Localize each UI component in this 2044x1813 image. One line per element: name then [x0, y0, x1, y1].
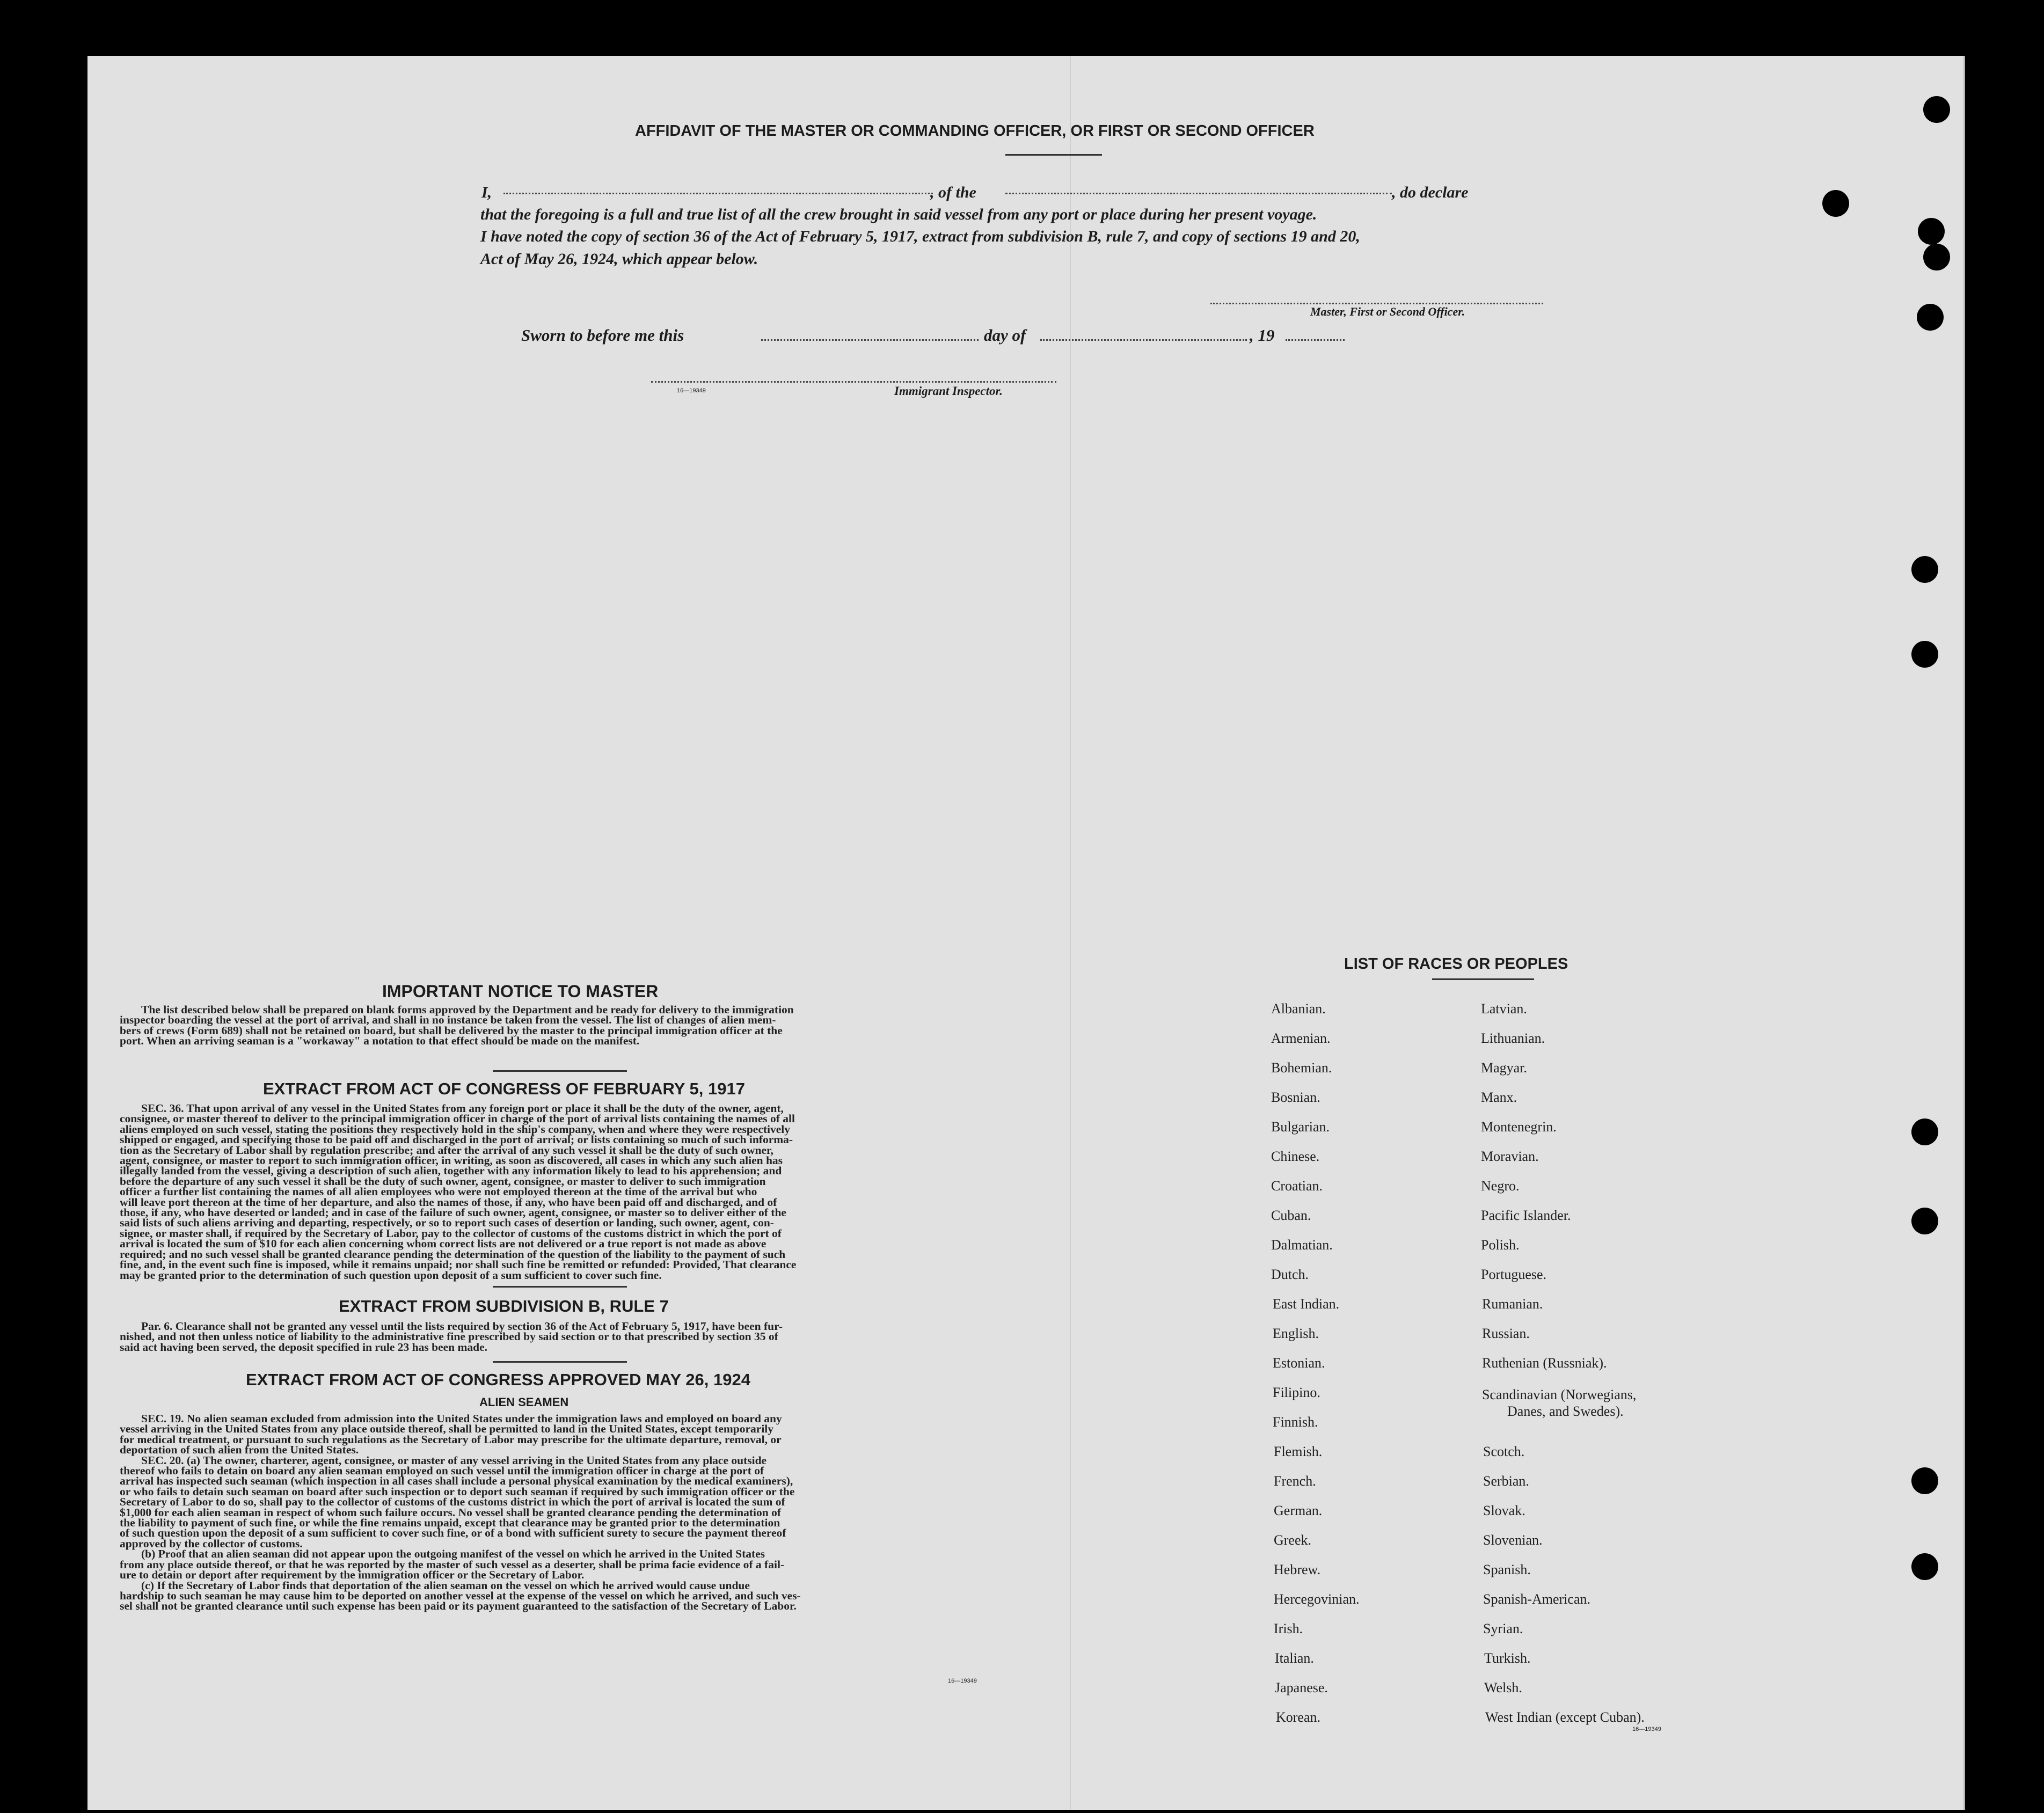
race-left-item: Estonian.: [1273, 1355, 1325, 1371]
race-right-item: Spanish.: [1483, 1562, 1531, 1577]
race-left-item: Flemish.: [1274, 1444, 1323, 1459]
extract-rule7-title: EXTRACT FROM SUBDIVISION B, RULE 7: [339, 1297, 669, 1315]
extract-1924-title: EXTRACT FROM ACT OF CONGRESS APPROVED MAY 26, 1924: [246, 1370, 750, 1389]
master-caption: Master, First or Second Officer.: [1310, 305, 1465, 318]
sworn-month-blank: [1040, 339, 1247, 341]
punch-hole: [1911, 1467, 1938, 1494]
race-right-item: Lithuanian.: [1481, 1030, 1545, 1046]
sworn-year: , 19: [1250, 326, 1275, 345]
race-left-item: French.: [1274, 1473, 1316, 1489]
race-left-item: Dutch.: [1271, 1267, 1309, 1282]
race-right-item: Serbian.: [1483, 1473, 1529, 1489]
affidavit-of-the: , of the: [930, 184, 976, 201]
race-left-item: Greek.: [1274, 1532, 1312, 1548]
inspector-signature-line: [651, 381, 1056, 383]
affidavit-line-4: Act of May 26, 1924, which appear below.: [480, 250, 758, 268]
notice-text: The list described below shall be prepared on blank forms approved by the Department and be ready for delivery to the immigration inspector boarding the vessel at the port of arrival, and shall in no instance be taken from the vessel. The list of changes of alien mem- bers of crews (Form 689) shall not be retained on board, but shall be delivered by the master to the principal immigration officer at the port. When an arriving seaman is a "workaway" a notation to that effect should be made on the manifest.: [120, 1003, 794, 1048]
race-right-item: Scandinavian (Norwegians,: [1482, 1387, 1637, 1402]
punch-hole: [1822, 190, 1849, 217]
race-right-item: Welsh.: [1484, 1680, 1522, 1695]
race-right-item: Slovenian.: [1483, 1532, 1543, 1548]
inspector-caption: Immigrant Inspector.: [894, 384, 1003, 398]
race-right-item: Slovak.: [1483, 1503, 1525, 1518]
race-right-item: Manx.: [1481, 1090, 1517, 1105]
divider: [493, 1070, 627, 1072]
divider: [1432, 978, 1534, 980]
race-right-item: Danes, and Swedes).: [1507, 1403, 1624, 1419]
form-number: 16—19349: [677, 388, 706, 394]
race-left-item: Albanian.: [1271, 1001, 1326, 1017]
race-left-item: Italian.: [1275, 1650, 1314, 1666]
vessel-blank: [1005, 193, 1392, 194]
race-right-item: West Indian (except Cuban).: [1485, 1709, 1645, 1725]
extract-rule7-text: Par. 6. Clearance shall not be granted any vessel until the lists required by section 36 of the Act of February 5, 1917, have been fur- nished, and not then unless notice of liability to the administrative fine prescribed by said section or to that prescribed by section 35 of said act having been served, the deposit specified in rule 23 has been made.: [120, 1320, 783, 1354]
race-right-item: Pacific Islander.: [1481, 1208, 1571, 1223]
race-left-item: Japanese.: [1275, 1680, 1328, 1695]
races-title: LIST OF RACES OR PEOPLES: [1344, 955, 1568, 973]
document-page: [87, 56, 1965, 1810]
race-left-item: Irish.: [1274, 1621, 1303, 1636]
race-right-item: Polish.: [1481, 1237, 1520, 1253]
race-right-item: Latvian.: [1481, 1001, 1527, 1017]
master-signature-line: [1210, 303, 1543, 304]
race-left-item: German.: [1274, 1503, 1323, 1518]
race-left-item: Chinese.: [1271, 1149, 1320, 1164]
race-left-item: East Indian.: [1273, 1296, 1340, 1312]
divider: [1005, 154, 1102, 156]
race-right-item: Magyar.: [1481, 1060, 1527, 1076]
fold-line: [1070, 56, 1071, 1810]
punch-hole: [1917, 304, 1944, 331]
punch-hole: [1923, 96, 1950, 123]
form-number: 16—19349: [948, 1678, 977, 1684]
affidavit-title: AFFIDAVIT OF THE MASTER OR COMMANDING OFFICER, OR FIRST OR SECOND OFFICER: [635, 122, 1315, 140]
punch-hole: [1923, 244, 1950, 271]
race-right-item: Ruthenian (Russniak).: [1482, 1355, 1607, 1371]
sworn-text: Sworn to before me this: [521, 326, 684, 345]
race-left-item: English.: [1273, 1326, 1319, 1341]
name-blank: [503, 193, 933, 194]
punch-hole: [1911, 1208, 1938, 1234]
notice-title: IMPORTANT NOTICE TO MASTER: [382, 982, 659, 1001]
sworn-day-of: day of: [984, 326, 1026, 345]
punch-hole: [1911, 641, 1938, 668]
race-right-item: Montenegrin.: [1481, 1119, 1557, 1135]
race-right-item: Russian.: [1482, 1326, 1530, 1341]
race-right-item: Negro.: [1481, 1178, 1520, 1194]
extract-1924-text: SEC. 19. No alien seaman excluded from admission into the United States under the immigration laws and employed on board any vessel arriving in the United States from any place outside thereof, shall be permitted to land in the United States, except temporarily for medical treatment, or pursuant to such regulations as the Secretary of Labor may prescribe for the ultimate departure, removal, or deportation of such alien from the United States. SEC. 20. (a) The owner, charterer, agent, consignee, or master of any vessel arriving in the United States from any place outside thereof who fails to detain on board any alien seaman employed on such vessel until the immigration officer in charge at the port of arrival has inspected such seaman (which inspection in all cases shall include a personal physical examination by the medical examiners), or who fails to detain such seaman on board after such inspection or to deport such seaman if required by such immigration officer or the Secretary of Labor to do so, shall pay to the collector of customs of the customs district in which the port of arrival is located the sum of $1,000 for each alien seaman in respect of whom such failure occurs. No vessel shall be granted clearance pending the determination of the liability to payment of such fine, or while the fine remains unpaid, except that clearance may be granted prior to the determination of such question upon the deposit of a sum sufficient to cover such fine, or of a bond with sufficient surety to secure the payment thereof approved by the collector of customs. (b) Proof that an alien seaman did not appear upon the outgoing manifest of the vessel on which he arrived in the United States from any place outside thereof, or that he was reported by the master of such vessel as a deserter, shall be prima facie evidence of a fail- ure to detain or deport after requirement by the immigration officer or the Secretary of Labor. (c) If the Secretary of Labor finds that deportation of the alien seaman on the vessel on which he arrived would cause undue hardship to such seaman he may cause him to be deported on another vessel at the expense of the vessel on which he arrived, and such ves- sel shall not be granted clearance until such expense has been paid or its payment guaranteed to the satisfaction of the Secretary of Labor.: [120, 1412, 801, 1613]
race-left-item: Hebrew.: [1274, 1562, 1321, 1577]
race-right-item: Syrian.: [1483, 1621, 1523, 1636]
race-right-item: Portuguese.: [1481, 1267, 1547, 1282]
affidavit-line-3: I have noted the copy of section 36 of the Act of February 5, 1917, extract from subdivision B, rule 7, and copy of sections 19 and 20,: [480, 228, 1360, 245]
race-right-item: Spanish-American.: [1483, 1591, 1591, 1607]
race-left-item: Bosnian.: [1271, 1090, 1320, 1105]
race-left-item: Dalmatian.: [1271, 1237, 1333, 1253]
race-left-item: Croatian.: [1271, 1178, 1323, 1194]
affidavit-i: I,: [481, 184, 492, 201]
race-left-item: Cuban.: [1271, 1208, 1311, 1223]
race-right-item: Scotch.: [1483, 1444, 1525, 1459]
extract-1917-text: SEC. 36. That upon arrival of any vessel in the United States from any foreign port or place it shall be the duty of the owner, agent, consignee, or master thereof to deliver to the principal immigration officer in charge of the port of arrival lists containing the names of all aliens employed on such vessel, stating the positions they respectively hold in the ship's company, when and where they were respectively shipped or engaged, and specifying those to be paid off and discharged in the port of arrival; or lists containing so much of such informa- tion as the Secretary of Labor shall by regulation prescribe; and after the arrival of any such vessel it shall be the duty of such owner, agent, consignee, or master to report to such immigration officer, in writing, as soon as discovered, all cases in which any such alien has illegally landed from the vessel, giving a description of such alien, together with any information likely to lead to his apprehension; and before the departure of any such vessel it shall be the duty of such owner, agent, consignee, or master to deliver to such immigration officer a further list containing the names of all alien employees who were not employed thereon at the time of the arrival but who will leave port thereon at the time of her departure, and also the names of those, if any, who have been paid off and discharged, and of those, if any, who have deserted or landed; and in case of the failure of such owner, agent, consignee, or master so to deliver either of the said lists of such aliens arriving and departing, respectively, or so to report such cases of desertion or landing, such owner, agent, con- signee, or master shall, if required by the Secretary of Labor, pay to the collector of customs of the customs district in which the port of arrival is located the sum of $10 for each alien concerning whom correct lists are not delivered or a true report is not made as above required; and no such vessel shall be granted clearance pending the determination of the question of the liability to the payment of such fine, and, in the event such fine is imposed, while it remains unpaid; nor shall such fine be remitted or refunded: Provided, That clearance may be granted prior to the determination of such question upon deposit of a sum sufficient to cover such fine.: [120, 1102, 797, 1282]
race-left-item: Hercegovinian.: [1274, 1591, 1360, 1607]
punch-hole: [1911, 1553, 1938, 1580]
race-left-item: Bohemian.: [1271, 1060, 1332, 1076]
punch-hole: [1911, 1118, 1938, 1145]
race-left-item: Armenian.: [1271, 1030, 1331, 1046]
affidavit-declare: , do declare: [1392, 184, 1469, 201]
form-number: 16—19349: [1632, 1726, 1661, 1732]
punch-hole: [1911, 556, 1938, 583]
punch-hole: [1918, 218, 1945, 245]
divider: [493, 1286, 627, 1288]
sworn-year-blank: [1286, 339, 1345, 341]
affidavit-line-2: that the foregoing is a full and true list of all the crew brought in said vessel from any port or place during her present voyage.: [480, 206, 1317, 223]
race-right-item: Rumanian.: [1482, 1296, 1543, 1312]
divider: [493, 1361, 627, 1363]
extract-1924-subtitle: ALIEN SEAMEN: [479, 1395, 569, 1409]
race-left-item: Bulgarian.: [1271, 1119, 1330, 1135]
sworn-day-blank: [761, 339, 979, 341]
race-right-item: Moravian.: [1481, 1149, 1539, 1164]
race-left-item: Filipino.: [1273, 1385, 1320, 1400]
race-left-item: Korean.: [1276, 1709, 1321, 1725]
extract-1917-title: EXTRACT FROM ACT OF CONGRESS OF FEBRUARY 5, 1917: [263, 1079, 745, 1098]
race-left-item: Finnish.: [1273, 1414, 1318, 1430]
race-right-item: Turkish.: [1484, 1650, 1531, 1666]
